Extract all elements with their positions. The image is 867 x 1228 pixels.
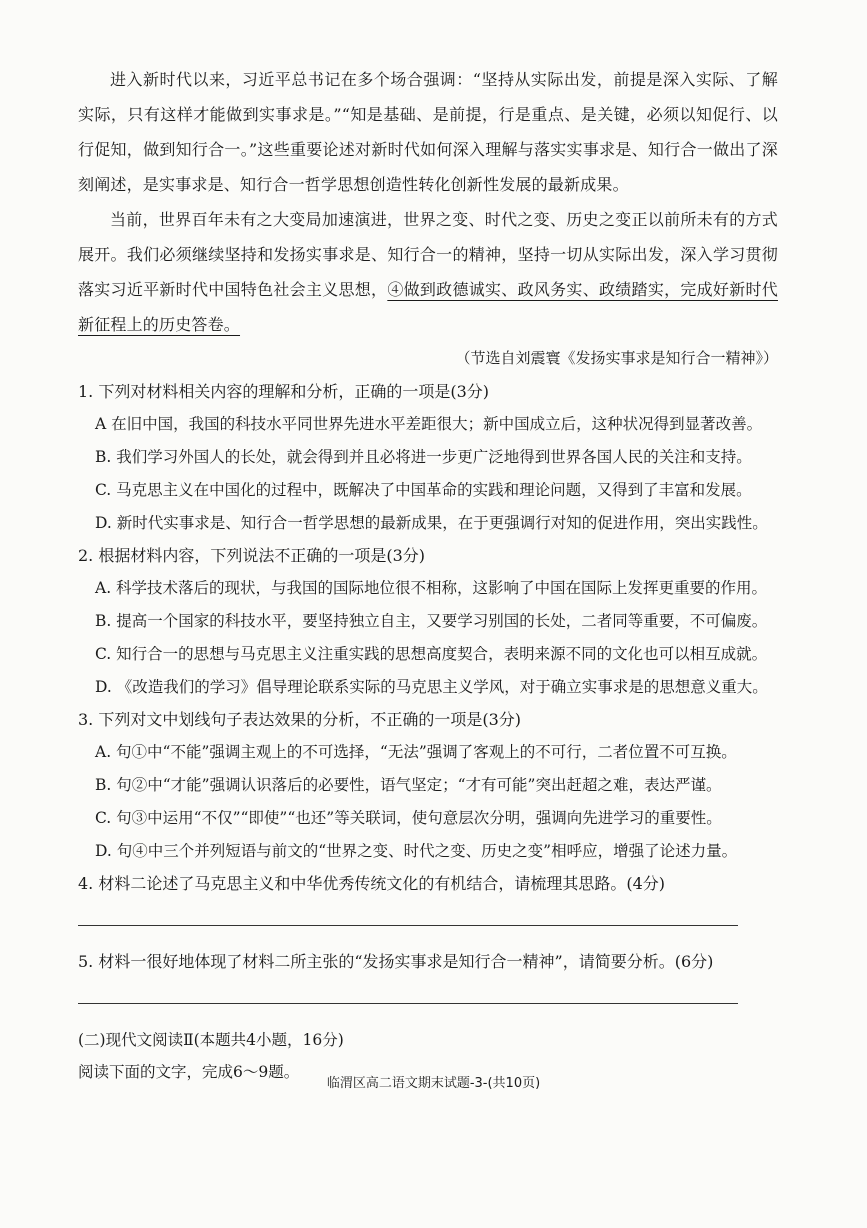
- question-4: [78, 868, 778, 926]
- option-c: C. 句③中运用“不仅”“即使”“也还”等关联词，使句意层次分明，强调向先进学习的重要性。: [95, 809, 722, 827]
- passage-paragraph-2: [78, 202, 778, 342]
- question-stem: 5. 材料一很好地体现了材料二所主张的“发扬实事求是知行合一精神”，请简要分析。(6分): [78, 952, 714, 971]
- exam-page: [78, 62, 778, 1088]
- option-a: A 在旧中国，我国的科技水平同世界先进水平差距很大；新中国成立后，这种状况得到显著改善。: [95, 415, 763, 433]
- option-a: A. 句①中“不能”强调主观上的不可选择，“无法”强调了客观上的不可行，二者位置不可互换。: [95, 743, 737, 761]
- option-d: D. 新时代实事求是、知行合一哲学思想的最新成果，在于更强调行对知的促进作用，突出实践性。: [95, 514, 768, 532]
- passage-source: （节选自刘震寰《发扬实事求是知行合一精神》）: [455, 349, 778, 367]
- question-1: [78, 376, 778, 540]
- option-a: A. 科学技术落后的现状，与我国的国际地位很不相称，这影响了中国在国际上发挥更重要的作用。: [95, 579, 768, 597]
- answer-line: [78, 924, 738, 926]
- underlined-sentence-4: ④做到政德诚实、政风务实、政绩踏实，完成好新时代新征程上的历史答卷。: [78, 280, 778, 334]
- option-b: B. 句②中“才能”强调认识落后的必要性，语气坚定；“才有可能”突出赶超之难，表达严谨。: [95, 776, 722, 794]
- option-c: C. 马克思主义在中国化的过程中，既解决了中国革命的实践和理论问题，又得到了丰富和发展。: [95, 481, 752, 499]
- option-d: D. 《改造我们的学习》倡导理论联系实际的马克思主义学风，对于确立实事求是的思想意义重大。: [95, 678, 768, 696]
- option-d: D. 句④中三个并列短语与前文的“世界之变、时代之变、历史之变”相呼应，增强了论述力量。: [95, 842, 738, 860]
- question-stem: 2. 根据材料内容，下列说法不正确的一项是(3分): [78, 546, 426, 565]
- option-c: C. 知行合一的思想与马克思主义注重实践的思想高度契合，表明来源不同的文化也可以相互成就。: [95, 645, 768, 663]
- section-instruction: 阅读下面的文字，完成6～9题。: [78, 1063, 300, 1081]
- passage-paragraph-1: 进入新时代以来，习近平总书记在多个场合强调：“坚持从实际出发，前提是深入实际、了解实际，只有这样才能做到实事求是。”“知是基础、是前提，行是重点、是关键，必须以知促行、以行促知，做到知行合一。”这些重要论述对新时代如何深入理解与落实实事求是、知行合一做出了深刻阐述，是实事求是、知行合一哲学思想创造性转化创新性发展的最新成果。: [78, 70, 778, 194]
- answer-line: [78, 1002, 738, 1004]
- question-3: [78, 704, 778, 868]
- passage-paragraph-2-text: 当前，世界百年未有之大变局加速演进，世界之变、时代之变、历史之变正以前所未有的方式展开。我们必须继续坚持和发扬实事求是、知行合一的精神，坚持一切从实际出发，深入学习贯彻落实习近平新时代中国特色社会主义思想，: [78, 210, 778, 299]
- section-title: (二)现代文阅读Ⅱ(本题共4小题，16分): [78, 1031, 344, 1049]
- question-2: [78, 540, 778, 704]
- question-stem: 4. 材料二论述了马克思主义和中华优秀传统文化的有机结合，请梳理其思路。(4分): [78, 874, 666, 893]
- question-5: [78, 946, 778, 1004]
- page-footer: 临渭区高二语文期末试题-3-(共10页): [326, 1076, 541, 1091]
- question-stem: 1. 下列对材料相关内容的理解和分析，正确的一项是(3分): [78, 382, 490, 401]
- question-stem: 3. 下列对文中划线句子表达效果的分析，不正确的一项是(3分): [78, 710, 522, 729]
- option-b: B. 我们学习外国人的长处，就会得到并且必将进一步更广泛地得到世界各国人民的关注和支持。: [95, 448, 752, 466]
- option-b: B. 提高一个国家的科技水平，要坚持独立自主，又要学习别国的长处，二者同等重要，不可偏废。: [95, 612, 768, 630]
